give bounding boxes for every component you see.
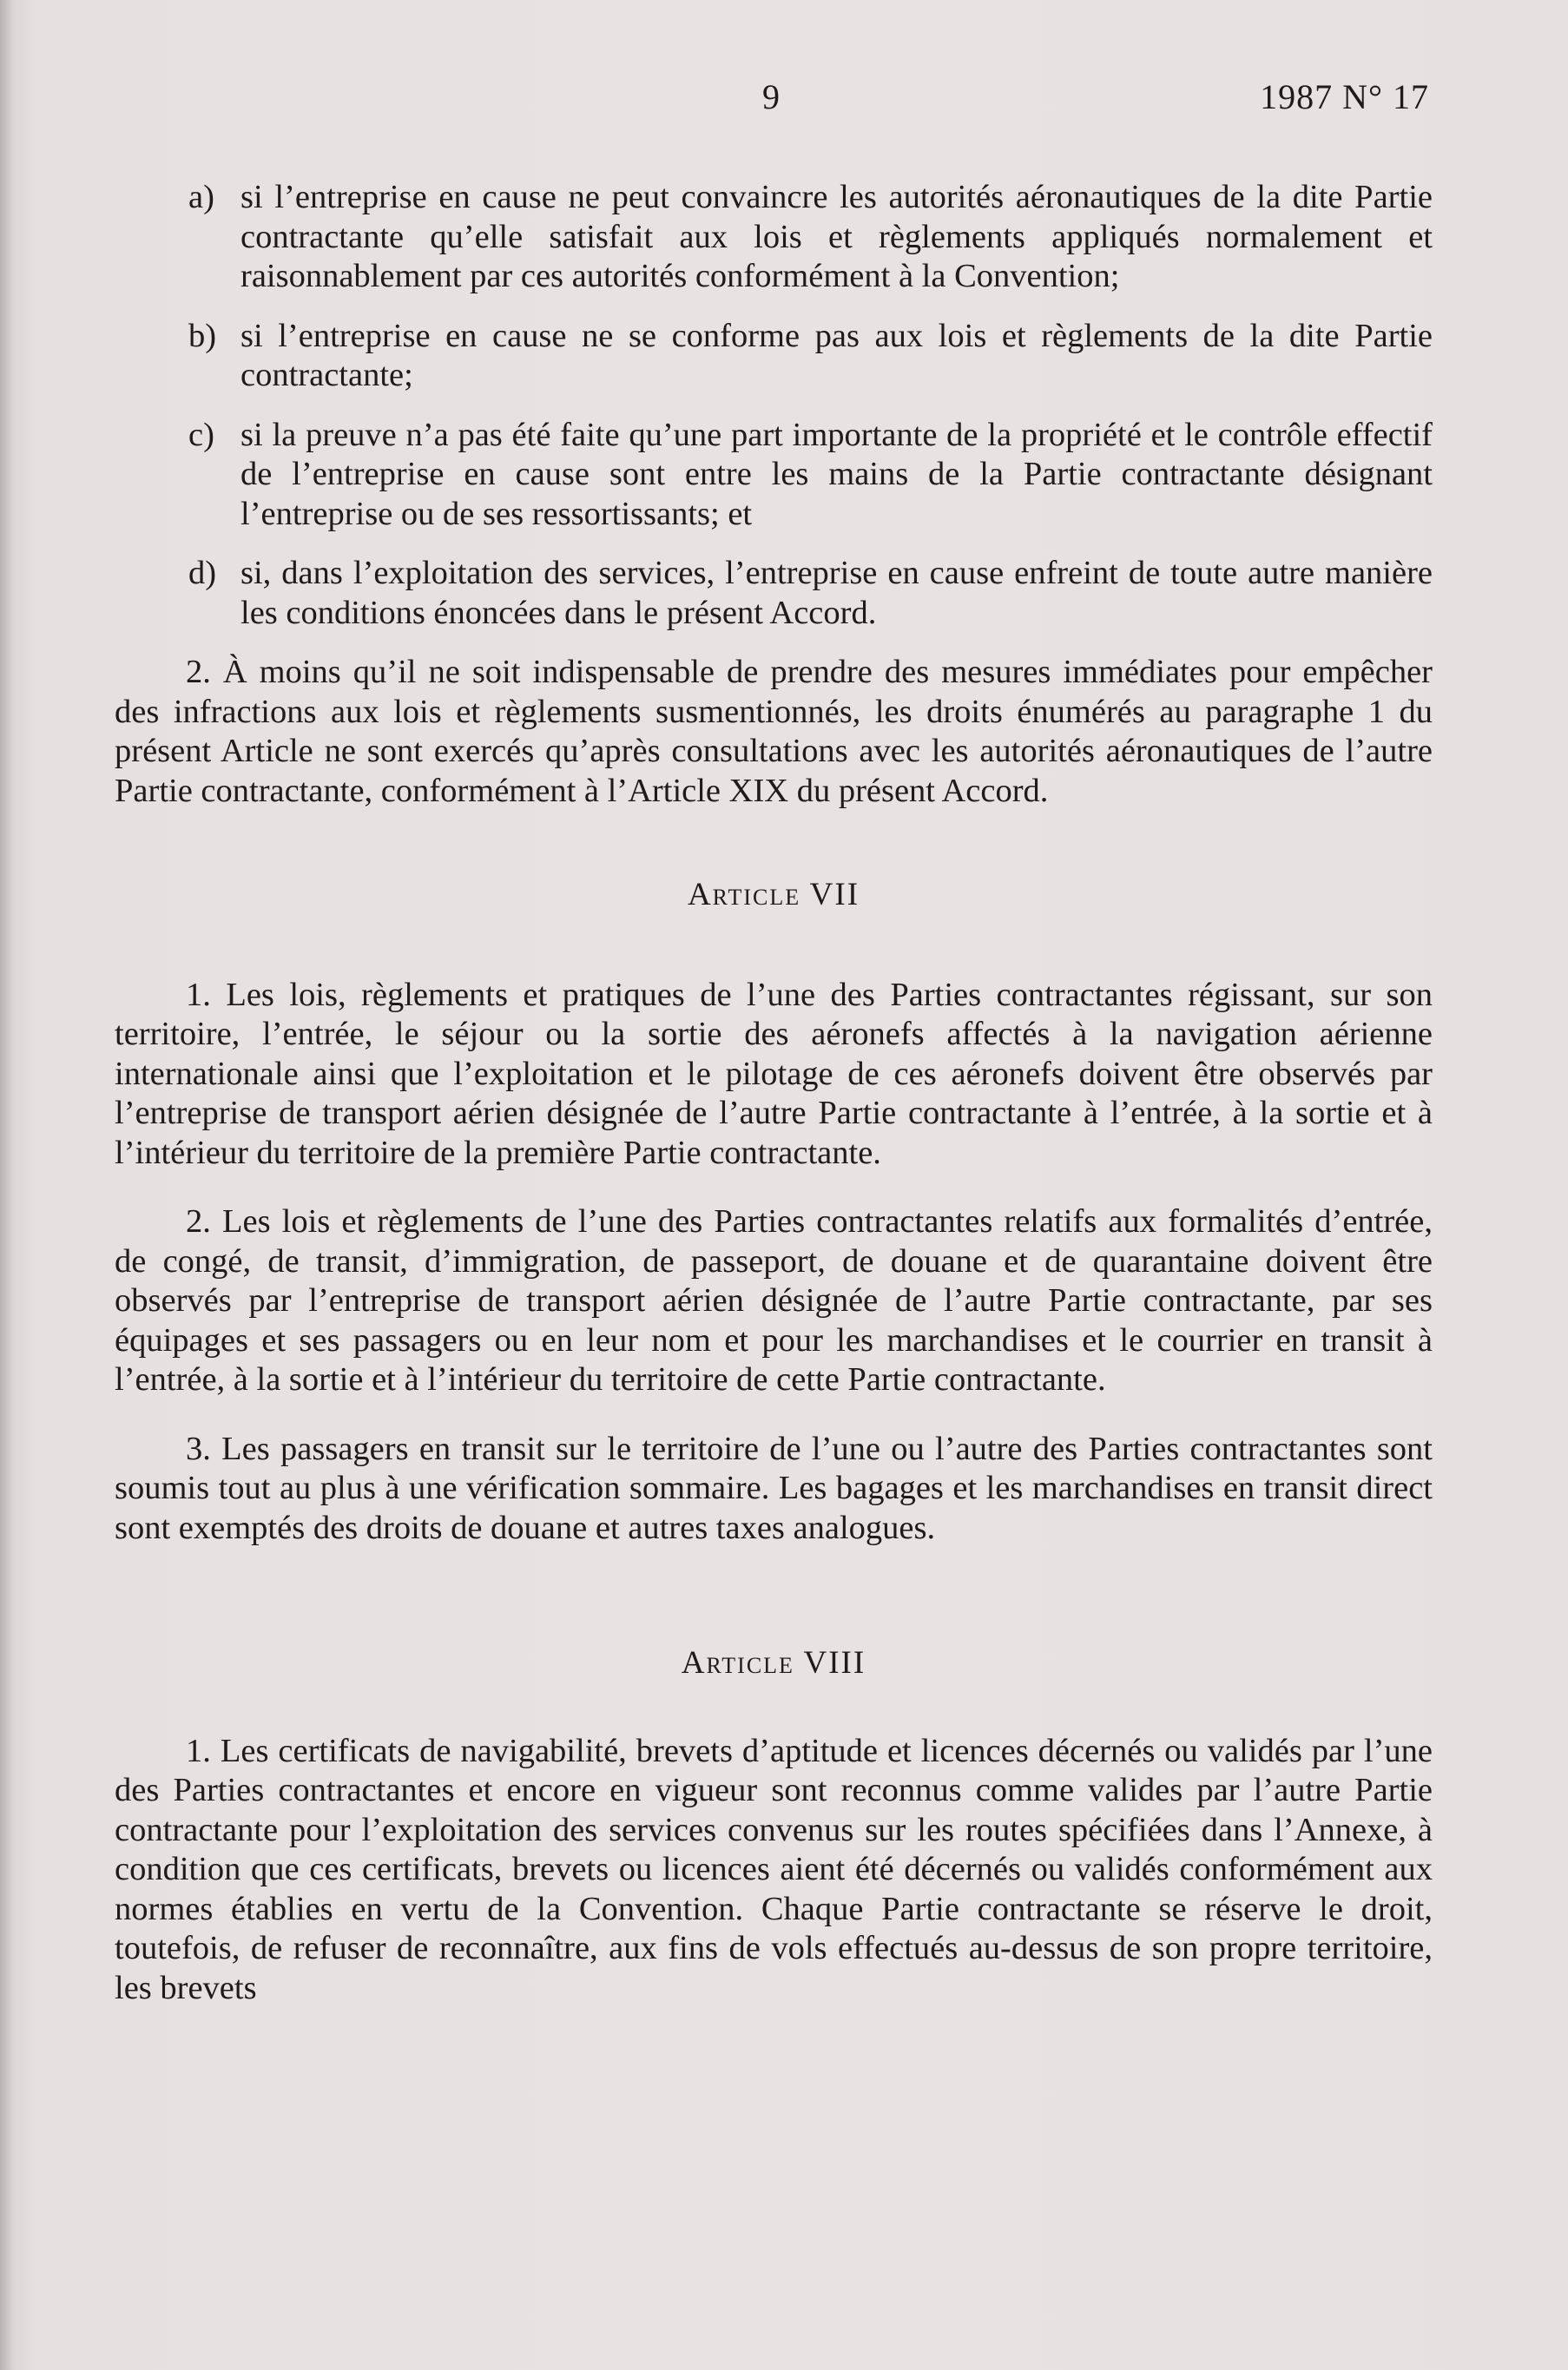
document-reference: 1987 N° 17 (1260, 77, 1429, 116)
list-item-label: c) (188, 416, 214, 453)
list-item (115, 178, 1433, 297)
list-item (115, 416, 1433, 535)
paragraph: 2. Les lois et règlements de l’une des Parties contractantes relatifs aux formalités d’entrée, de congé, de transit, d’immigration, de passeport, de douane et de quarantaine doivent être observés par l’entreprise de transport aérien désignée de l’autre Partie contractante, par ses équipages et ses passagers ou en leur nom et pour les marchandises et le courrier en transit à l’entrée, à la sortie et à l’intérieur du territoire de cette Partie contractante. (115, 1203, 1433, 1398)
list-item (115, 317, 1433, 396)
page-body (115, 178, 1433, 2038)
page-header (0, 76, 1568, 128)
list-item (115, 554, 1433, 633)
paragraph: 2. À moins qu’il ne soit indispensable de prendre des mesures immédiates pour empêcher des infractions aux lois et règlements susmentionnés, les droits énumérés au paragraphe 1 du présent Article ne sont exercés qu’après consultations avec les autorités aéronautiques de l’autre Partie contractante, conformément à l’Article XIX du présent Accord. (115, 654, 1433, 809)
list-item-text: si la preuve n’a pas été faite qu’une part importante de la propriété et le contrôle effectif de l’entreprise en cause sont entre les mains de la Partie contractante désignant l’entreprise ou de ses ressortissants; et (240, 416, 1433, 532)
paragraph: 1. Les lois, règlements et pratiques de l’une des Parties contractantes régissant, sur son territoire, l’entrée, le séjour ou la sortie des aéronefs affectés à la navigation aérienne internationale ainsi que l’exploitation et le pilotage de ces aéronefs doivent être observés par l’entreprise de transport aérien désignée de l’autre Partie contractante à l’entrée, à la sortie et à l’intérieur du territoire de la première Partie contractante. (115, 976, 1433, 1171)
list-item-text: si, dans l’exploitation des services, l’entreprise en cause enfreint de toute autre manière les conditions énoncées dans le présent Accord. (240, 555, 1433, 631)
list-item-text: si l’entreprise en cause ne peut convaincre les autorités aéronautiques de la dite Partie contractante qu’elle satisfait aux lois et règlements appliqués normalement et raisonnablement par ces autorités conformément à la Convention; (240, 179, 1433, 294)
book-spine-shadow (0, 0, 12, 2370)
paragraph: 1. Les certificats de navigabilité, brevets d’aptitude et licences décernés ou validés par l’une des Parties contractantes et encore en vigueur sont reconnus comme valides par l’autre Partie contractante pour l’exploitation des services convenus sur les routes spécifiées dans l’Annexe, à condition que ces certificats, brevets ou licences aient été décernés ou validés conformément aux normes établies en vertu de la Convention. Chaque Partie contractante se réserve le droit, toutefois, de refuser de reconnaître, aux fins de vols effectués au-dessus de son propre territoire, les brevets (115, 1732, 1433, 2006)
page-number: 9 (762, 77, 780, 116)
list-item-label: b) (188, 317, 217, 354)
list-item-label: d) (188, 555, 217, 591)
list-item-text: si l’entreprise en cause ne se conforme pas aux lois et règlements de la dite Partie contractante; (240, 317, 1433, 393)
article-heading: Article VIII (681, 1645, 866, 1681)
paragraph: 3. Les passagers en transit sur le territoire de l’une ou l’autre des Parties contractantes sont soumis tout au plus à une vérification sommaire. Les bagages et les marchandises en transit direct sont exemptés des droits de douane et autres taxes analogues. (115, 1430, 1433, 1546)
article-heading: Article VII (687, 877, 860, 912)
list-item-label: a) (188, 179, 214, 215)
